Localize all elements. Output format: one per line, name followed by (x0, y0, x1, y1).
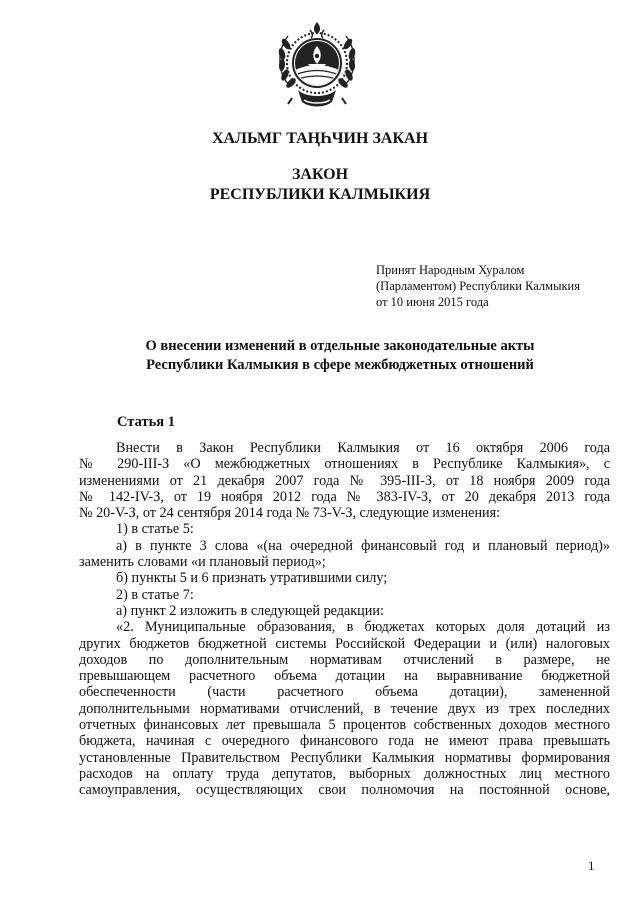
body-line: отчетных финансовых лет превышала 5 процентов собственных доходов местного (79, 717, 610, 734)
body-line: изменениями от 21 декабря 2007 года № 395-III-З, от 18 ноября 2009 года (79, 472, 610, 489)
body-line: превышающем расчетного объема дотации на выравнивание бюджетной (79, 668, 610, 685)
body-line: № 142-IV-З, от 19 ноября 2012 года № 383-IV-З, от 20 декабря 2013 года (79, 488, 610, 505)
body-line: а) в пункте 3 слова «(на очередной финансовый год и плановый период)» (116, 537, 610, 554)
body-line: бюджета, начиная с очередного финансового года не имеют права превышать (79, 733, 610, 750)
adoption-line: (Парламентом) Республики Калмыкия (376, 279, 580, 293)
body-line: других бюджетов бюджетной системы Российской Федерации и (или) налоговых (79, 635, 610, 652)
body-line: заменить словами «и плановый период»; (79, 554, 326, 571)
body-line: доходов по дополнительным нормативам отчислений в размере, не (79, 651, 610, 668)
law-title (130, 337, 550, 375)
law-title-line: Республики Калмыкия в сфере межбюджетных отношений (146, 357, 534, 373)
body-line: установленные Правительством Республики Калмыкия нормативы формирования (79, 749, 610, 766)
law-word: ЗАКОН (291, 166, 349, 183)
body-line: расходов на оплату труда депутатов, выборных должностных лиц местного (79, 765, 610, 782)
article-body (79, 440, 610, 799)
republic-title: РЕСПУБЛИКИ КАЛМЫКИЯ (209, 186, 431, 203)
body-line: б) пункты 5 и 6 признать утратившими силу; (116, 570, 388, 587)
law-title-line: О внесении изменений в отдельные законодательные акты (145, 338, 535, 354)
body-line: 2) в статье 7: (116, 586, 194, 603)
adoption-note (376, 262, 606, 310)
body-line: а) пункт 2 изложить в следующей редакции: (116, 602, 384, 619)
kalmyk-title: ХАЛЬМГ ТАҢҺЧИН ЗАКАН (211, 130, 429, 147)
body-line: № 20-V-З, от 24 сентября 2014 года № 73-V-З, следующие изменения: (79, 505, 501, 522)
body-line: самоуправления, осуществляющих свои полномочия на постоянной основе, (79, 782, 610, 799)
body-line: дополнительными нормативами отчислений, в течение двух из трех последних (79, 700, 610, 717)
body-line: № 290-III-З «О межбюджетных отношениях в Республике Калмыкия», с (79, 456, 610, 473)
body-line: 1) в статье 5: (116, 521, 194, 538)
adoption-line: Принят Народным Хуралом (376, 263, 525, 277)
body-line: Внести в Закон Республики Калмыкия от 16 октября 2006 года (116, 440, 610, 456)
article-title: Статья 1 (117, 414, 175, 430)
coat-of-arms-emblem (270, 18, 364, 114)
body-line: обеспеченности (части расчетного объема дотации), замененной (79, 684, 610, 701)
body-line: «2. Муниципальные образования, в бюджетах которых доля дотаций из (116, 619, 610, 636)
page-number: 1 (588, 858, 595, 873)
adoption-line: от 10 июня 2015 года (376, 295, 489, 309)
